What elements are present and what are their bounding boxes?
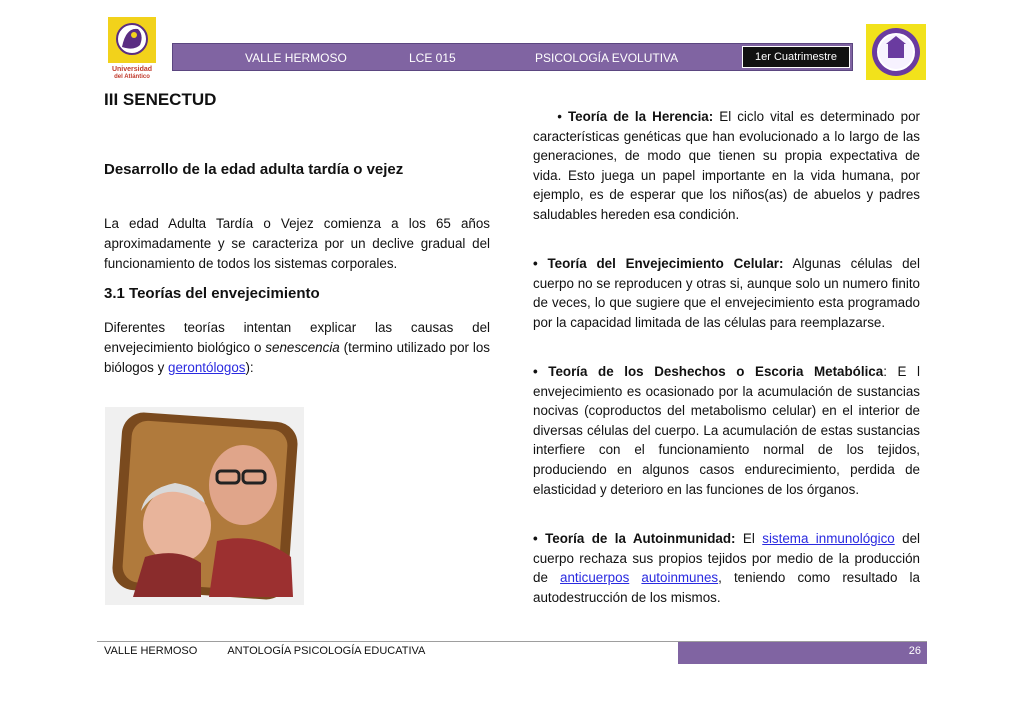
seal-logo [866, 24, 926, 80]
header-subject: PSICOLOGÍA EVOLUTIVA [535, 51, 679, 65]
university-logo [108, 17, 156, 79]
footer-title: ANTOLOGÍA PSICOLOGÍA EDUCATIVA [227, 645, 426, 657]
subtitle-vejez: Desarrollo de la edad adulta tardía o vejez [104, 161, 404, 178]
theory-heredity: • Teoría de la Herencia: El ciclo vital es determinado por características genéticas que han evolucionado a lo largo de las generaciones, de modo que tienen su propia expectativa de vida. Esto juega un papel importante en la vida humana, por ejemplo, es de esperar que los niños(as) de abuelos y padres saludables hereden esa condición. [533, 109, 921, 222]
header-term: 1er Cuatrimestre [742, 46, 850, 68]
anticuerpos-link[interactable]: anticuerpos [560, 570, 630, 586]
section-title: III SENECTUD [104, 90, 217, 109]
elderly-couple-photo [105, 407, 304, 605]
svg-text:del Atlántico: del Atlántico [114, 74, 150, 79]
header-code: LCE 015 [409, 51, 456, 65]
autoinmunes-link[interactable]: autoinmunes [641, 570, 719, 586]
subtitle-teorias: 3.1 Teorías del envejecimiento [104, 285, 320, 302]
theory-cellular: • Teoría del Envejecimiento Celular: Algunas células del cuerpo no se reproducen y otras si, aunque solo un numero finito de veces, lo que sugiere que el envejecimiento esta programado por la capacidad limitada de las células para reemplazarse. [533, 256, 920, 330]
footer-bar [678, 642, 927, 664]
theory-autoimmunity: • Teoría de la Autoinmunidad: El sistema inmunológico del cuerpo rechaza sus propios tejidos por medio de la producción de anticuerpos autoinmunes, teniendo como resultado la autodestrucción de los mismos. [533, 531, 921, 605]
gerontologos-link[interactable]: gerontólogos [168, 360, 246, 375]
header-bar [172, 43, 853, 71]
theory-metabolic-waste: • Teoría de los Deshechos o Escoria Metabólica: E l envejecimiento es ocasionado por la acumulación de sustancias nocivas (coproductos del metabolismo celular) en el interior de diversas células del cuerpo. La acumulación de estas sustancias interfiere con el funcionamiento normal de los tejidos, produciendo en algunos casos endurecimiento, perdida de elasticidad y deterioro en las funciones de los órganos. [533, 364, 920, 497]
footer-campus: VALLE HERMOSO [104, 645, 198, 657]
header-campus: VALLE HERMOSO [245, 51, 347, 65]
svg-text:Universidad: Universidad [111, 66, 153, 73]
sistema-inmunologico-link[interactable]: sistema inmunológico [762, 531, 895, 546]
paragraph-teorias: Diferentes teorías intentan explicar las causas del envejecimiento biológico o senescencia (termino utilizado por los biólogos y gerontólogos): [104, 320, 491, 375]
page-number: 26 [908, 645, 921, 657]
paragraph-vejez: La edad Adulta Tardía o Vejez comienza a los 65 años aproximadamente y se caracteriza por un declive gradual del funcionamiento de todos los sistemas corporales. [104, 216, 490, 271]
footer-text [104, 645, 425, 657]
